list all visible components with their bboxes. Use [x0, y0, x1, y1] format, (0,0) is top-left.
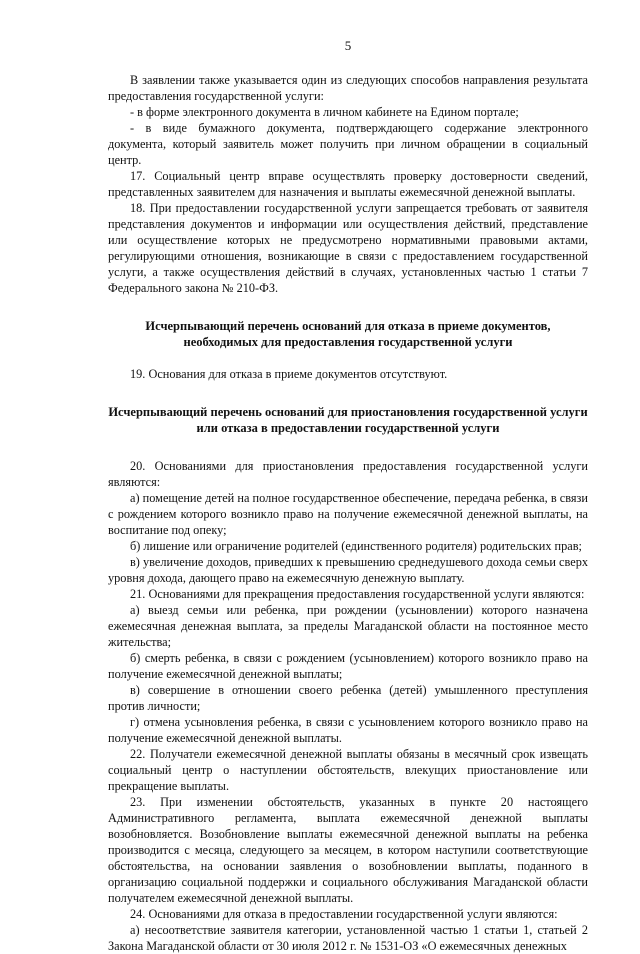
paragraph-24a: а) несоответствие заявителя категории, установленной частью 1 статьи 1, статьей 2 Закона Магаданской области от 30 июля 2012 г. № 1531-ОЗ «О ежемесячных денежных [108, 923, 588, 953]
spacer [108, 350, 588, 366]
paragraph-20b: б) лишение или ограничение родителей (единственного родителя) родительских прав; [130, 539, 582, 553]
paragraph-20a: а) помещение детей на полное государственное обеспечение, передача ребенка, в связи с рождением которого возникло право на получение ежемесячной денежной выплаты, на воспитание под опеку; [108, 491, 588, 537]
paragraph-22: 22. Получатели ежемесячной денежной выплаты обязаны в месячный срок извещать социальный центр о наступлении обстоятельств, влекущих приостановление или прекращение выплаты. [108, 747, 588, 793]
paragraph-17: 17. Социальный центр вправе осуществлять проверку достоверности сведений, представленных заявителем для назначения и выплаты ежемесячной денежной выплаты. [108, 169, 588, 199]
paragraph-19: 19. Основания для отказа в приеме документов отсутствуют. [130, 367, 448, 381]
spacer [108, 296, 588, 318]
spacer [108, 436, 588, 458]
page-body [108, 72, 588, 954]
paragraph-21b: б) смерть ребенка, в связи с рождением (усыновлением) которого возникло право на получение ежемесячной денежной выплаты; [108, 651, 588, 681]
section-heading-suspension: Исчерпывающий перечень оснований для приостановления государственной услуги или отказа в предоставлении государственной услуги [108, 405, 588, 435]
paragraph-21d: г) отмена усыновления ребенка, в связи с усыновлением которого возникло право на получение ежемесячной денежной выплаты. [108, 715, 588, 745]
paragraph-24: 24. Основаниями для отказа в предоставлении государственной услуги являются: [130, 907, 558, 921]
paragraph-18: 18. При предоставлении государственной услуги запрещается требовать от заявителя представления документов и информации или осуществления действий, представление или осуществление которых не предусмотрено нормативными правовыми актами, регулирующими отношения, возникающие в связи с предоставлением государственной услуги, а также осуществления действий в случаях, установленных частью 1 статьи 7 Федерального закона № 210-ФЗ. [108, 201, 588, 295]
paragraph-21c: в) совершение в отношении своего ребенка (детей) умышленного преступления против личности; [108, 683, 588, 713]
paragraph-21: 21. Основаниями для прекращения предоставления государственной услуги являются: [130, 587, 585, 601]
paragraph-result-methods: В заявлении также указывается один из следующих способов направления результата предоставления государственной услуги: [108, 73, 588, 103]
list-item-paper: - в виде бумажного документа, подтверждающего содержание электронного документа, который заявитель может получить при личном обращении в социальный центр. [108, 121, 588, 167]
paragraph-20c: в) увеличение доходов, приведших к превышению среднедушевого дохода семьи сверх уровня дохода, дающего право на ежемесячную денежную выплату. [108, 555, 588, 585]
paragraph-21a: а) выезд семьи или ребенка, при рождении (усыновлении) которого назначена ежемесячная денежная выплата, за пределы Магаданской области на постоянное место жительства; [108, 603, 588, 649]
paragraph-20: 20. Основаниями для приостановления предоставления государственной услуги являются: [108, 459, 588, 489]
spacer [108, 382, 588, 404]
page-number: 5 [344, 38, 352, 53]
section-heading-refusal-documents: Исчерпывающий перечень оснований для отказа в приеме документов, необходимых для предоставления государственной услуги [145, 319, 551, 349]
paragraph-23: 23. При изменении обстоятельств, указанных в пункте 20 настоящего Административного регламента, выплата ежемесячной денежной выплаты возобновляется. Возобновление выплаты ежемесячной денежной выплаты на ребенка производится с месяца, следующего за месяцем, в котором наступили соответствующие обстоятельства, на основании заявления о возобновлении выплаты, поданного в организацию социальной поддержки и социального обслуживания Магаданской области получателем ежемесячной денежной выплаты. [108, 795, 588, 905]
list-item-electronic: - в форме электронного документа в личном кабинете на Едином портале; [130, 105, 519, 119]
